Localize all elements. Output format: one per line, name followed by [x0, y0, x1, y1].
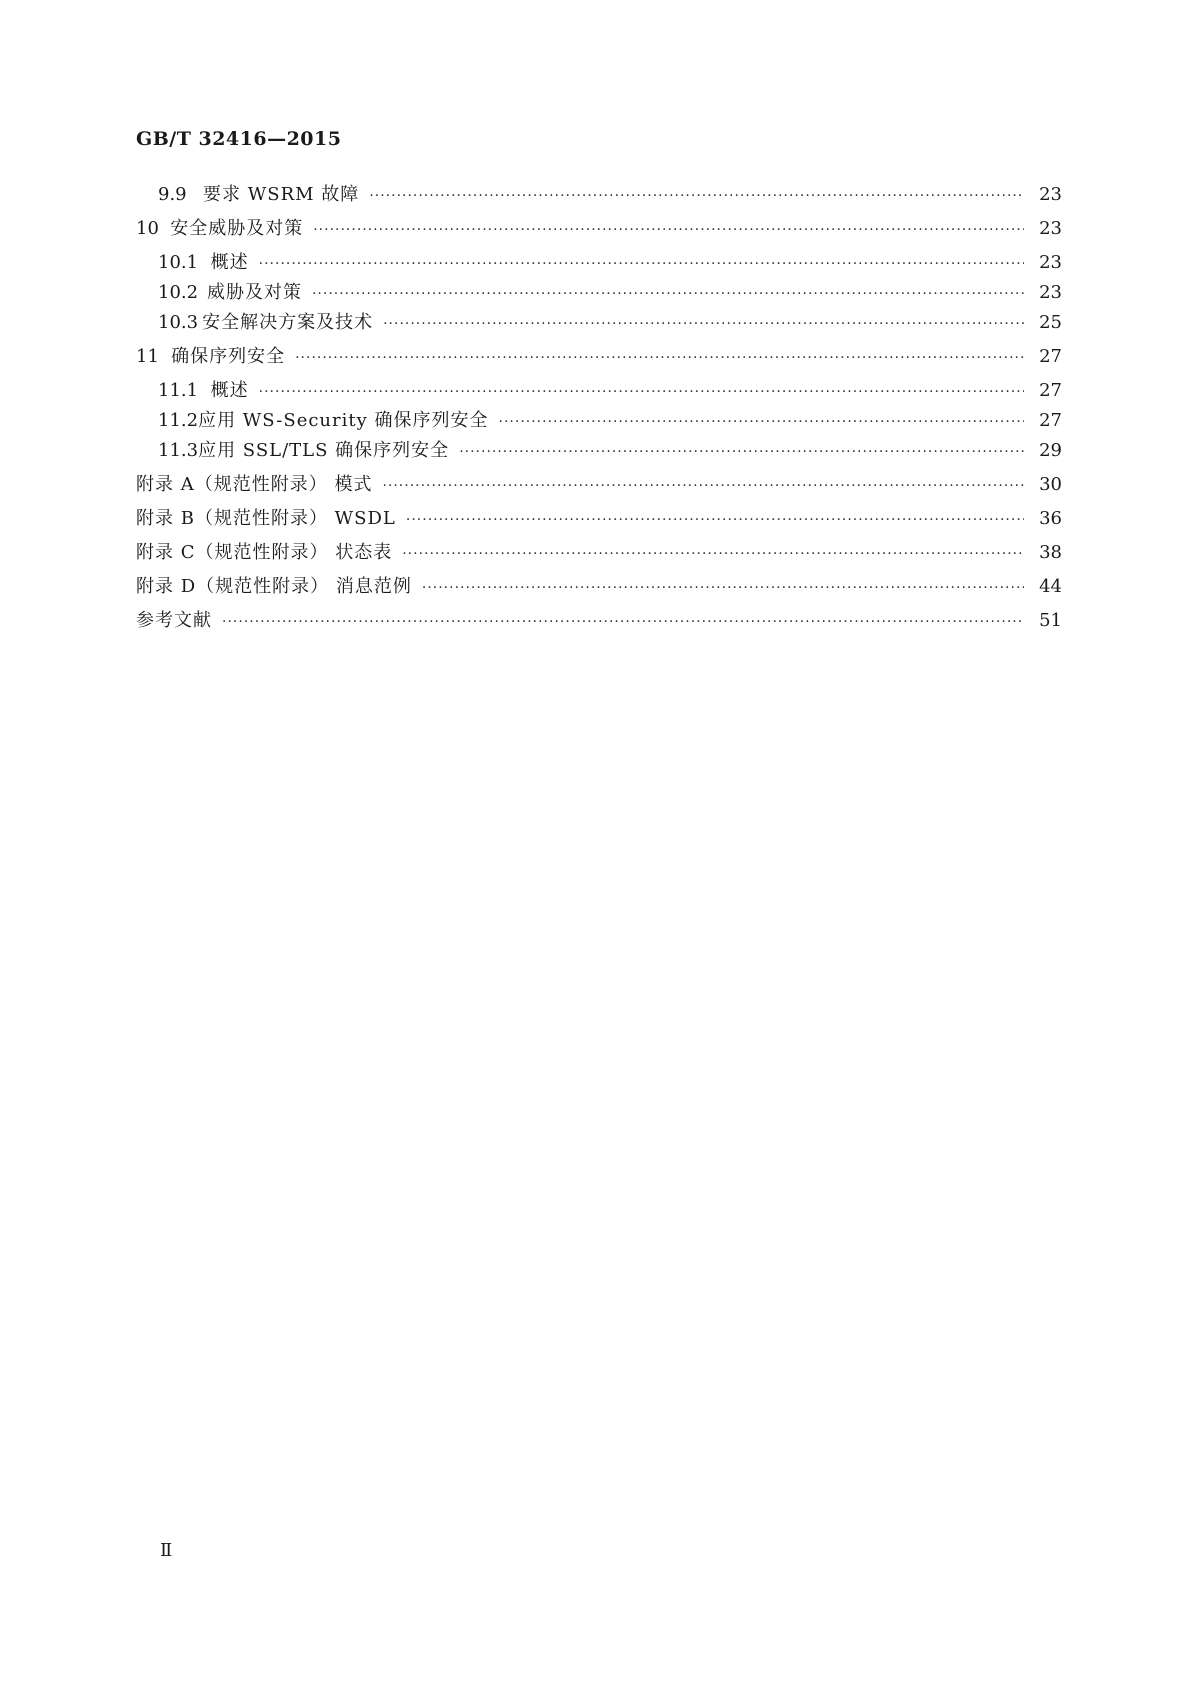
toc-entry-11-1[interactable]: [136, 376, 1062, 406]
toc-leader-dots: [459, 437, 1024, 467]
toc-entry-title: 安全威胁及对策: [170, 218, 304, 239]
toc-entry-10-2[interactable]: [136, 278, 1062, 308]
toc-entry-number: 11.1: [158, 380, 199, 401]
toc-entry-number: 11.2: [158, 410, 199, 431]
toc-entry-number: 9.9: [158, 184, 187, 205]
toc-entry-page: 23: [1039, 252, 1062, 273]
toc-entry-title: 概述: [210, 252, 249, 273]
toc-entry-11[interactable]: [136, 342, 1062, 372]
toc-entry-page: 27: [1039, 380, 1062, 401]
toc-leader-dots: [222, 607, 1024, 637]
toc-entry-appendix-b[interactable]: [136, 504, 1062, 534]
standard-code: GB/T 32416—2015: [136, 128, 342, 150]
toc-entry-10-3[interactable]: [136, 308, 1062, 338]
toc-entry-page: 38: [1039, 542, 1062, 563]
toc-entry-page: 30: [1039, 474, 1062, 495]
toc-entry-number: 10.1: [158, 252, 199, 273]
toc-entry-number: 10.3: [158, 312, 199, 333]
toc-entry-number: 10: [136, 218, 159, 239]
toc-leader-dots: [295, 343, 1024, 373]
toc-entry-title: 参考文献: [136, 610, 212, 631]
toc-entry-title: 确保序列安全: [171, 346, 286, 367]
toc-leader-dots: [259, 377, 1024, 407]
toc-entry-title: 威胁及对策: [206, 282, 302, 303]
toc-entry-page: 27: [1039, 410, 1062, 431]
toc-leader-dots: [312, 279, 1024, 309]
toc-leader-dots: [422, 573, 1024, 603]
toc-leader-dots: [382, 471, 1024, 501]
toc-leader-dots: [499, 407, 1024, 437]
toc-entry-page: 23: [1039, 218, 1062, 239]
toc-entry-title: 应用 SSL/TLS 确保序列安全: [198, 440, 450, 461]
toc-entry-page: 29: [1039, 440, 1062, 461]
toc-entry-page: 36: [1039, 508, 1062, 529]
toc-entry-10-1[interactable]: [136, 248, 1062, 278]
toc-entry-number: 10.2: [158, 282, 199, 303]
toc-leader-dots: [406, 505, 1024, 535]
toc-entry-title: 附录 B（规范性附录） WSDL: [136, 508, 396, 529]
toc-leader-dots: [402, 539, 1024, 569]
toc-entry-11-3[interactable]: [136, 436, 1062, 466]
toc-entry-title: 安全解决方案及技术: [202, 312, 374, 333]
toc-entry-page: 51: [1039, 610, 1062, 631]
toc-entry-title: 附录 A（规范性附录） 模式: [136, 474, 373, 495]
toc-entry-appendix-c[interactable]: [136, 538, 1062, 568]
toc-entry-10[interactable]: [136, 214, 1062, 244]
toc-entry-title: 应用 WS-Security 确保序列安全: [198, 410, 489, 431]
toc-entry-title: 要求 WSRM 故障: [203, 184, 360, 205]
toc-leader-dots: [383, 309, 1024, 339]
toc-leader-dots: [313, 215, 1024, 245]
toc-entry-number: 11: [136, 346, 159, 367]
toc-entry-page: 44: [1039, 576, 1062, 597]
toc-leader-dots: [259, 249, 1024, 279]
toc-entry-appendix-d[interactable]: [136, 572, 1062, 602]
toc-entry-title: 概述: [210, 380, 249, 401]
toc-entry-title: 附录 D（规范性附录） 消息范例: [136, 576, 412, 597]
toc-entry-page: 23: [1039, 282, 1062, 303]
toc-entry-title: 附录 C（规范性附录） 状态表: [136, 542, 393, 563]
toc-entry-page: 23: [1039, 184, 1062, 205]
toc-entry-page: 25: [1039, 312, 1062, 333]
toc-entry-number: 11.3: [158, 440, 199, 461]
toc-leader-dots: [369, 181, 1024, 211]
page-number: Ⅱ: [160, 1540, 173, 1561]
toc-entry-11-2[interactable]: [136, 406, 1062, 436]
toc-entry-page: 27: [1039, 346, 1062, 367]
toc-entry-9-9[interactable]: [136, 180, 1062, 210]
toc-entry-references[interactable]: [136, 606, 1062, 636]
toc-entry-appendix-a[interactable]: [136, 470, 1062, 500]
